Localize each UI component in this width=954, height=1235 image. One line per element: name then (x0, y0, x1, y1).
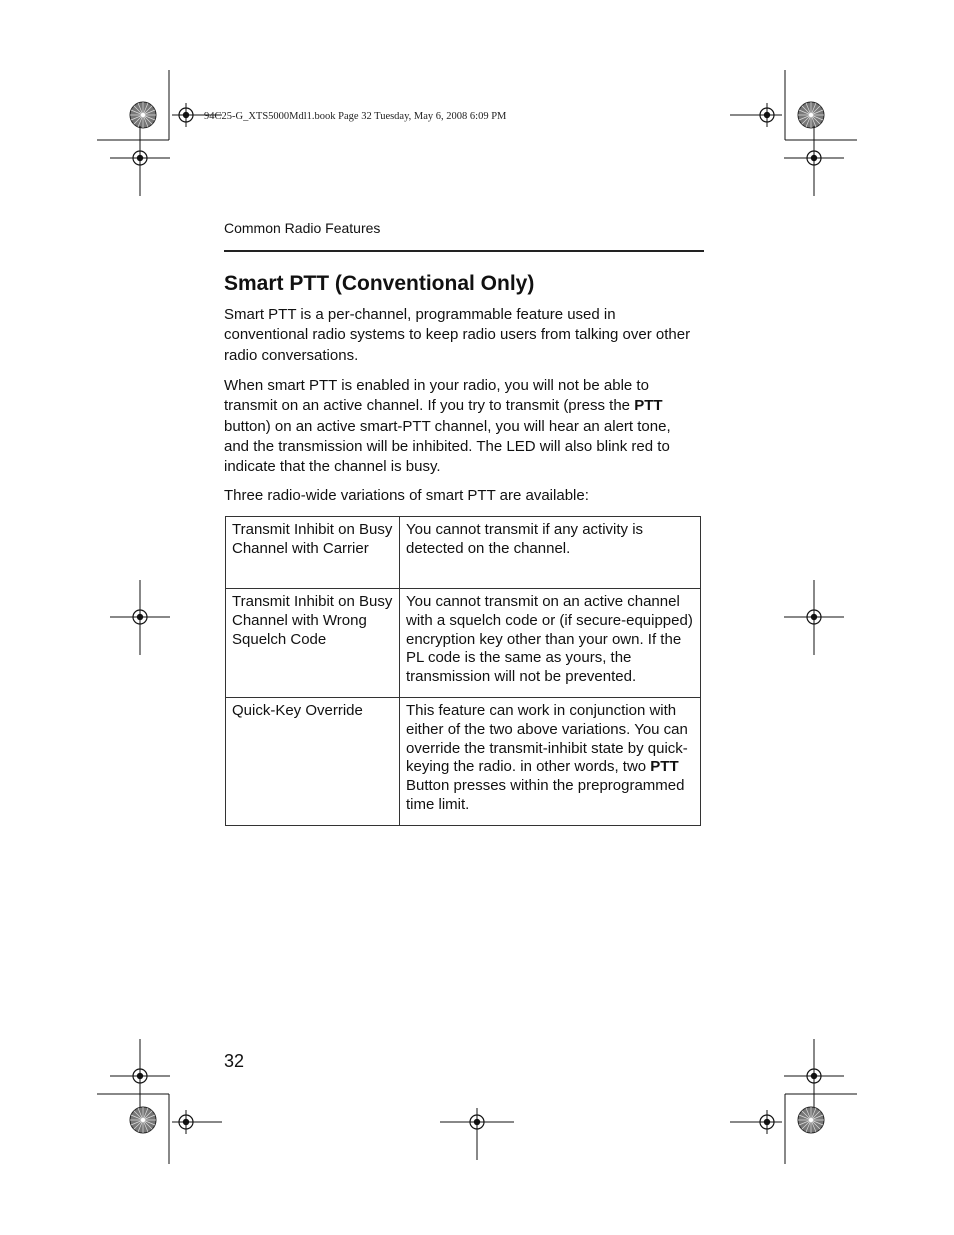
table-row (226, 698, 701, 826)
section-title: Smart PTT (Conventional Only) (224, 272, 535, 295)
registration-star-icon (130, 1107, 156, 1133)
feature-name: Transmit Inhibit on Busy Channel with Carrier (226, 517, 400, 589)
feature-description: This feature can work in conjunction with either of the two above variations. You can override the transmit-inhibit state by quick-keying the radio. in other words, two PTT Button presses within the preprogrammed time limit. (400, 698, 701, 826)
feature-description: You cannot transmit on an active channel with a squelch code or (if secure-equipped) encryption key other than your own. If the PL code is the same as yours, the transmission will not be prevented. (400, 589, 701, 698)
intro-paragraph: Smart PTT is a per-channel, programmable feature used in conventional radio systems to keep radio users from talking over other radio conversations. (224, 306, 691, 364)
table-row (226, 589, 701, 698)
page-number: 32 (224, 1051, 245, 1071)
registration-star-icon (130, 102, 156, 128)
running-head: Common Radio Features (224, 220, 381, 236)
feature-name: Quick-Key Override (226, 698, 400, 826)
description-paragraph: When smart PTT is enabled in your radio, you will not be able to transmit on an active channel. If you try to transmit (press the PTT button) on an active smart-PTT channel, you will hear an alert tone, and the transmission will be inhibited. The LED will also blink red to indicate that the channel is busy. (224, 377, 671, 476)
registration-star-icon (798, 102, 824, 128)
table-row (226, 517, 701, 589)
book-info: 94C25-G_XTS5000Mdl1.book Page 32 Tuesday, May 6, 2008 6:09 PM (204, 111, 507, 122)
header-rule (224, 250, 704, 252)
feature-name: Transmit Inhibit on Busy Channel with Wrong Squelch Code (226, 589, 400, 698)
variations-table (225, 516, 701, 826)
variations-intro: Three radio-wide variations of smart PTT are available: (224, 487, 589, 504)
registration-star-icon (798, 1107, 824, 1133)
feature-description: You cannot transmit if any activity is detected on the channel. (400, 517, 701, 589)
